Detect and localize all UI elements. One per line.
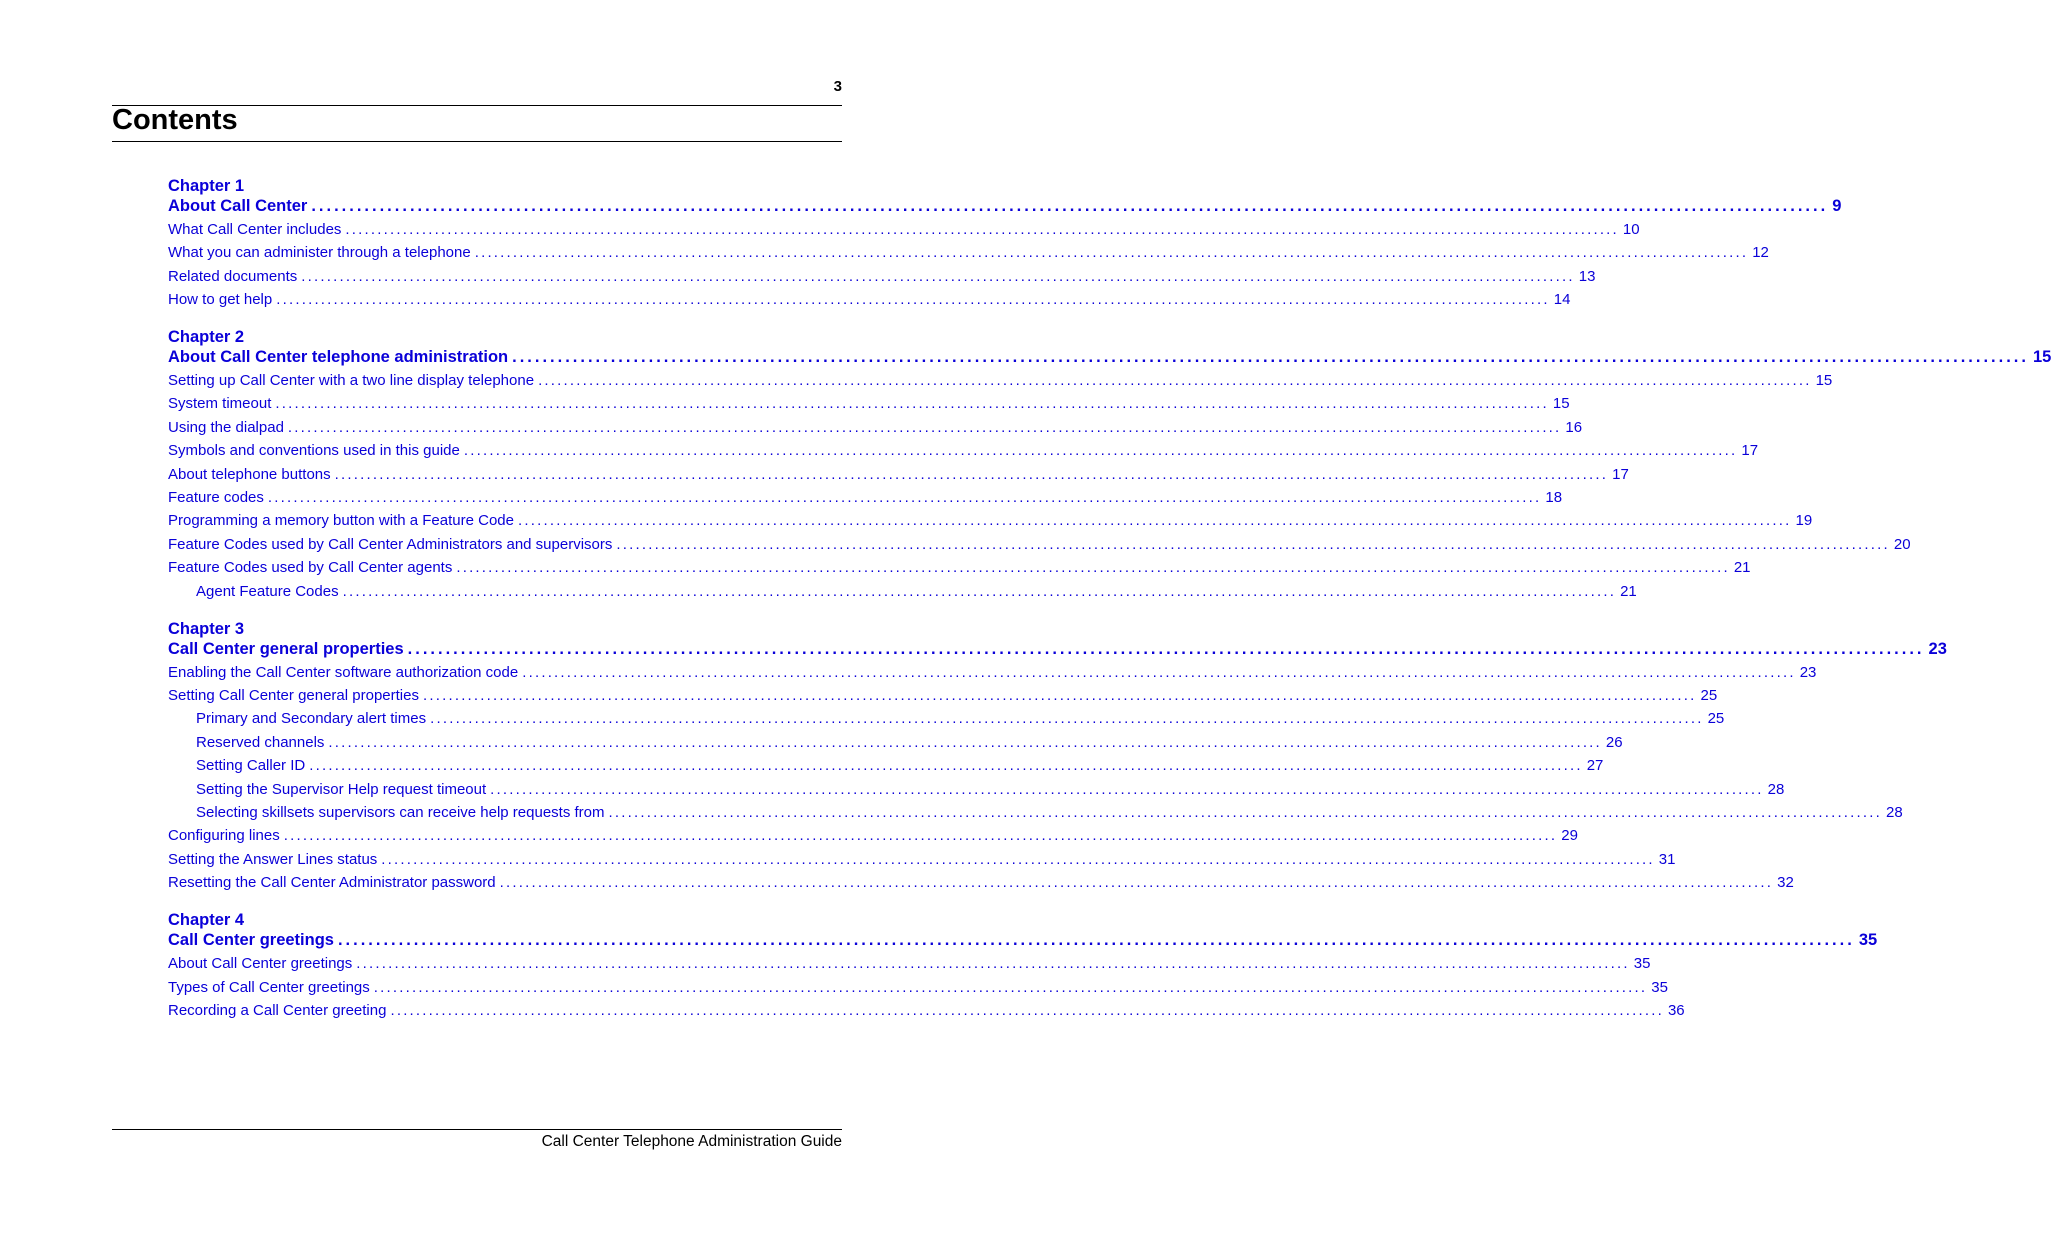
toc-entry[interactable]: Enabling the Call Center software authorization code ........................................................................................................................................................................................................ 23 <box>168 664 1817 681</box>
toc-entry[interactable]: Resetting the Call Center Administrator password ........................................................................................................................................................................................................ 32 <box>168 874 1794 891</box>
chapter-label[interactable]: Chapter 3 <box>168 620 245 638</box>
chapter-1-heading <box>168 176 772 196</box>
toc-entry[interactable]: What Call Center includes ........................................................................................................................................................................................................ 10 <box>168 221 1640 238</box>
footer-guide-title: Call Center Telephone Administration Guide <box>541 1133 842 1150</box>
chapter-1-title-link[interactable]: About Call Center ........................................................................................................................................................................................................ 9 <box>168 197 1842 215</box>
toc-entry[interactable]: System timeout ........................................................................................................................................................................................................ 15 <box>168 395 1570 412</box>
toc-subentry[interactable]: Agent Feature Codes ........................................................................................................................................................................................................ 21 <box>196 583 1637 600</box>
toc-entry[interactable]: Types of Call Center greetings ........................................................................................................................................................................................................ 35 <box>168 979 1668 996</box>
chapter-4-heading <box>168 910 772 930</box>
toc-entry[interactable]: What you can administer through a telephone ........................................................................................................................................................................................................ 12 <box>168 244 1769 261</box>
toc-subentry[interactable]: Setting the Supervisor Help request timeout ........................................................................................................................................................................................................ 28 <box>196 781 1785 798</box>
toc-subentry[interactable]: Setting Caller ID ........................................................................................................................................................................................................ 27 <box>196 757 1604 774</box>
chapter-label[interactable]: Chapter 2 <box>168 328 245 346</box>
toc-entry[interactable]: Feature codes ........................................................................................................................................................................................................ 18 <box>168 489 1563 506</box>
toc-entry[interactable]: About telephone buttons ........................................................................................................................................................................................................ 17 <box>168 466 1629 483</box>
toc-entry[interactable]: Setting the Answer Lines status ........................................................................................................................................................................................................ 31 <box>168 851 1676 868</box>
chapter-label[interactable]: Chapter 1 <box>168 177 245 195</box>
toc-entry[interactable]: About Call Center greetings ........................................................................................................................................................................................................ 35 <box>168 955 1651 972</box>
chapter-label[interactable]: Chapter 4 <box>168 911 245 929</box>
page-title: Contents <box>112 104 238 136</box>
toc-entry[interactable]: Feature Codes used by Call Center Administrators and supervisors ........................................................................................................................................................................................................ 20 <box>168 536 1911 553</box>
chapter-2-heading <box>168 327 772 347</box>
chapter-3-heading <box>168 619 772 639</box>
title-rule <box>112 141 842 142</box>
toc-entry[interactable]: Setting Call Center general properties ........................................................................................................................................................................................................ 25 <box>168 687 1718 704</box>
chapter-4-title-link[interactable]: Call Center greetings ........................................................................................................................................................................................................ 35 <box>168 931 1878 949</box>
toc-subentry[interactable]: Primary and Secondary alert times ........................................................................................................................................................................................................ 25 <box>196 710 1725 727</box>
toc-entry[interactable]: Related documents ........................................................................................................................................................................................................ 13 <box>168 268 1596 285</box>
footer-rule <box>112 1129 842 1130</box>
toc-entry[interactable]: Feature Codes used by Call Center agents ........................................................................................................................................................................................................ 21 <box>168 559 1751 576</box>
page-number: 3 <box>833 78 842 95</box>
toc-entry[interactable]: Programming a memory button with a Feature Code ........................................................................................................................................................................................................ 19 <box>168 512 1813 529</box>
chapter-2-title-link[interactable]: About Call Center telephone administration ........................................................................................................................................................................................................ 15 <box>168 348 2051 366</box>
toc-entry[interactable]: Setting up Call Center with a two line display telephone ........................................................................................................................................................................................................ 15 <box>168 372 1833 389</box>
toc-subentry[interactable]: Reserved channels ........................................................................................................................................................................................................ 26 <box>196 734 1623 751</box>
toc-entry[interactable]: Using the dialpad ........................................................................................................................................................................................................ 16 <box>168 419 1583 436</box>
toc-entry[interactable]: Configuring lines ........................................................................................................................................................................................................ 29 <box>168 827 1578 844</box>
toc-entry[interactable]: Symbols and conventions used in this guide ........................................................................................................................................................................................................ 17 <box>168 442 1759 459</box>
toc-subentry[interactable]: Selecting skillsets supervisors can receive help requests from ........................................................................................................................................................................................................ 28 <box>196 804 1903 821</box>
toc-entry[interactable]: Recording a Call Center greeting ........................................................................................................................................................................................................ 36 <box>168 1002 1685 1019</box>
chapter-3-title-link[interactable]: Call Center general properties ........................................................................................................................................................................................................ 23 <box>168 640 1947 658</box>
toc-entry[interactable]: How to get help ........................................................................................................................................................................................................ 14 <box>168 291 1571 308</box>
